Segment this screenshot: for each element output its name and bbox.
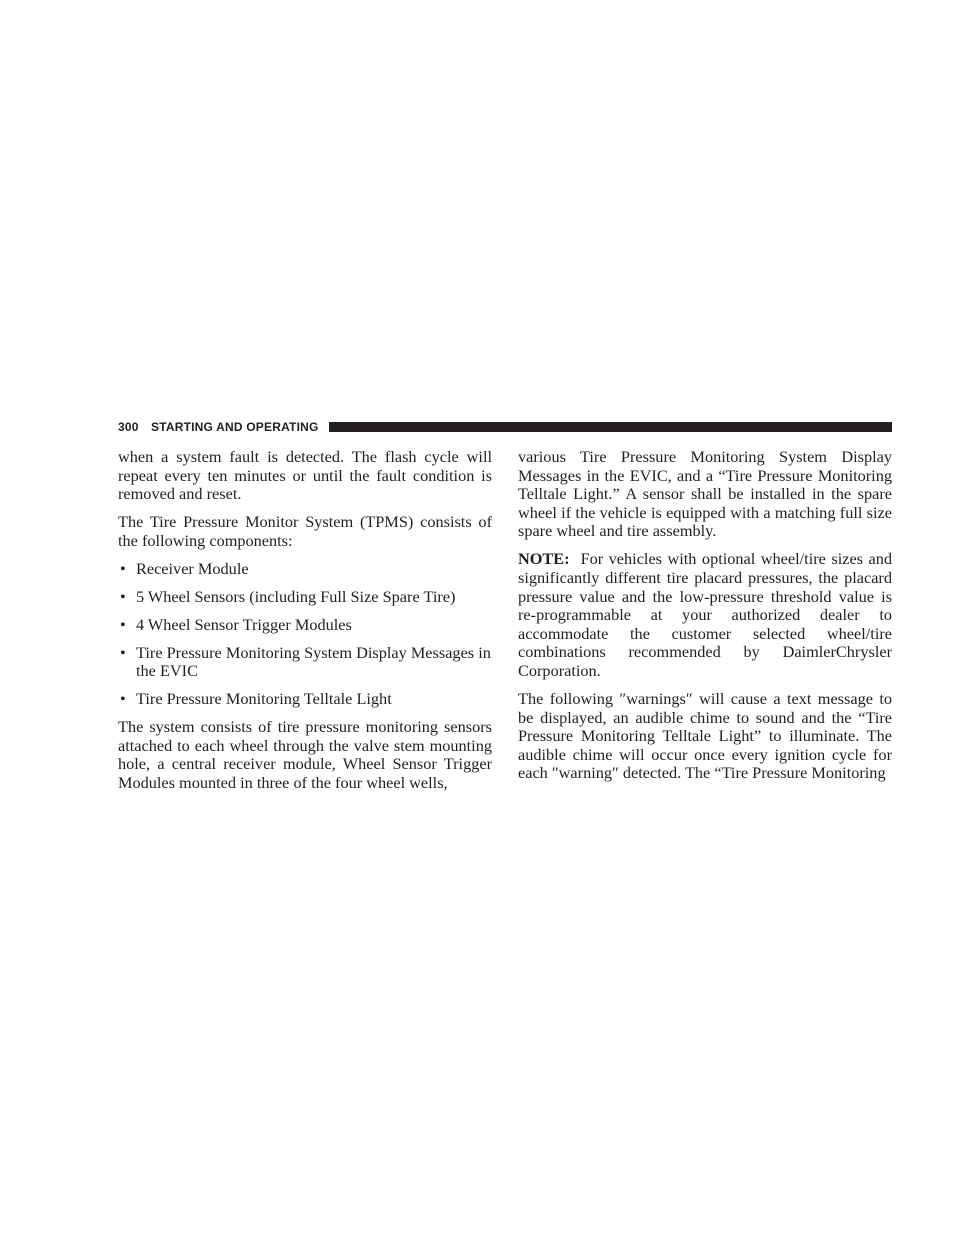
paragraph: when a system fault is detected. The flash cycle will repeat every ten minutes or until the fault condition is removed and reset. xyxy=(118,447,492,504)
list-item xyxy=(118,690,492,709)
right-column xyxy=(518,448,892,792)
list-item-text: Tire Pressure Monitoring Telltale Light xyxy=(136,689,392,709)
list-item-text: 5 Wheel Sensors (including Full Size Spare Tire) xyxy=(136,586,456,606)
list-item-text: Tire Pressure Monitoring System Display Messages in the EVIC xyxy=(136,642,491,681)
list-item xyxy=(118,588,492,607)
bullet-icon: • xyxy=(120,689,126,709)
bullet-icon: • xyxy=(120,614,126,634)
note-paragraph xyxy=(518,550,892,680)
paragraph: The Tire Pressure Monitor System (TPMS) consists of the following components: xyxy=(118,512,492,550)
note-label: NOTE: xyxy=(518,549,570,569)
list-item xyxy=(118,644,492,681)
list-item xyxy=(118,616,492,635)
note-text: For vehicles with optional wheel/tire sizes and significantly different tire placard pressures, the placard pressure value and the low-pressure threshold value is re-programmable at your authorized dealer to accommodate the customer selected wheel/tire combinations recommended by DaimlerChrysler Corporation. xyxy=(518,549,893,680)
page-number: 300 xyxy=(118,420,139,434)
header-rule xyxy=(329,422,892,432)
component-list xyxy=(118,560,492,709)
list-item-text: 4 Wheel Sensor Trigger Modules xyxy=(136,614,352,634)
paragraph: The following ″warnings″ will cause a text message to be displayed, an audible chime to sound and the “Tire Pressure Monitoring Telltale Light” to illuminate. The audible chime will occur once every ignition cycle for each ″warning″ detected. The “Tire Pressure Monitoring xyxy=(518,688,892,783)
page-header xyxy=(118,419,892,435)
bullet-icon: • xyxy=(120,558,126,578)
left-column xyxy=(118,448,492,802)
paragraph: various Tire Pressure Monitoring System Display Messages in the EVIC, and a “Tire Pressure Monitoring Telltale Light.” A sensor shall be installed in the spare wheel if the vehicle is equipped with a matching full size spare wheel and tire assembly. xyxy=(518,447,892,541)
list-item-text: Receiver Module xyxy=(136,558,249,578)
section-title: STARTING AND OPERATING xyxy=(151,420,319,434)
paragraph: The system consists of tire pressure monitoring sensors attached to each wheel through the valve stem mounting hole, a central receiver module, Wheel Sensor Trigger Modules mounted in three of the four wheel wells, xyxy=(118,717,492,793)
bullet-icon: • xyxy=(120,586,126,606)
bullet-icon: • xyxy=(120,642,126,662)
list-item xyxy=(118,560,492,579)
